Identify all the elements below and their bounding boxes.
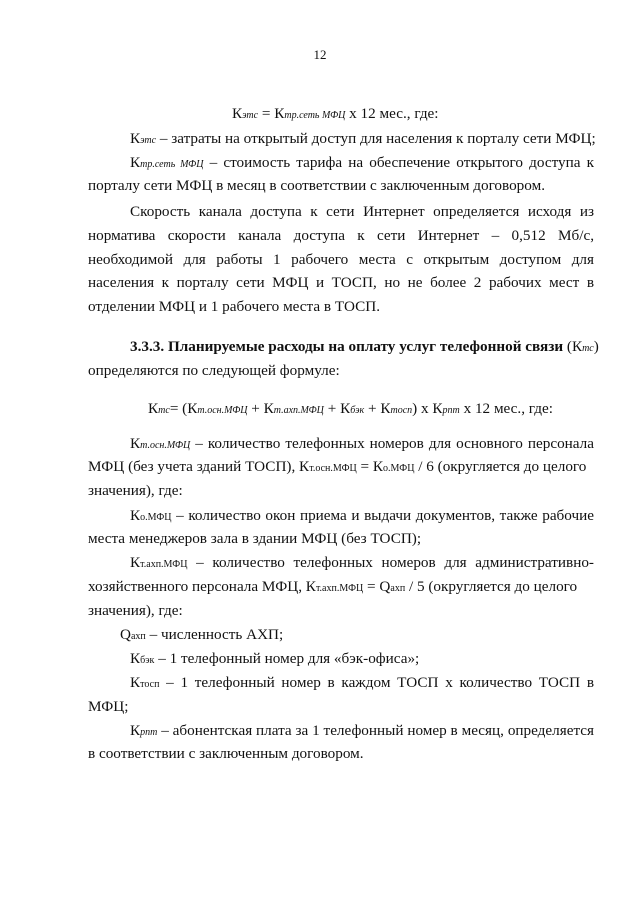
definition-kt-axp-cont: хозяйственного персонала МФЦ, Кт.ахп.МФЦ = Qахп / 5 (округляется до целого [88, 578, 578, 595]
definition-kt-osn-cont: значения), где: [88, 482, 183, 499]
speed-paragraph-line: норматива скорости канала доступа к сети Интернет – 0,512 Мб/с, [88, 227, 594, 244]
speed-paragraph-line: необходимой для работы 1 рабочего места с открытым доступом для [88, 251, 594, 268]
speed-paragraph-line: отделении МФЦ и 1 рабочего места в ТОСП. [88, 298, 380, 315]
speed-paragraph-line: населения к порталу сети МФЦ и ТОСП, но не более 2 рабочих мест в [88, 274, 594, 291]
definition-kt-osn: Кт.осн.МФЦ – количество телефонных номеров для основного персонала [130, 435, 594, 452]
definition-ktosp: Ктосп – 1 телефонный номер в каждом ТОСП х количество ТОСП в [130, 674, 594, 691]
definition-ktr-set-cont: порталу сети МФЦ в месяц в соответствии с заключенным договором. [88, 177, 545, 194]
speed-paragraph-line: Скорость канала доступа к сети Интернет определяется исходя из [130, 203, 594, 220]
definition-krpt-cont: в соответствии с заключенным договором. [88, 745, 364, 762]
formula-ketc: Кэтс = Ктр.сеть МФЦ х 12 мес., где: [232, 105, 439, 122]
definition-kt-axp: Кт.ахп.МФЦ – количество телефонных номеров для административно- [130, 554, 594, 571]
definition-qaxp: Qахп – численность АХП; [120, 626, 284, 643]
definition-krpt: Крпт – абонентская плата за 1 телефонный номер в месяц, определяется [130, 722, 594, 739]
section-heading-3-3-3: 3.3.3. Планируемые расходы на оплату услуг телефонной связи (Ктс) [130, 338, 599, 355]
page-number: 12 [313, 47, 327, 62]
definition-ktr-set: Ктр.сеть МФЦ – стоимость тарифа на обеспечение открытого доступа к [130, 154, 594, 171]
definition-ko-mfc-cont: места менеджеров зала в здании МФЦ (без ТОСП); [88, 530, 422, 547]
definition-ko-mfc: Ко.МФЦ – количество окон приема и выдачи документов, также рабочие [130, 507, 594, 524]
definition-kt-axp-cont: значения), где: [88, 602, 183, 619]
definition-ktosp-cont: МФЦ; [88, 698, 129, 715]
formula-ktc: Ктс= (Кт.осн.МФЦ + Кт.ахп.МФЦ + Кбэк + Ктосп) х Крпт х 12 мес., где: [148, 400, 553, 417]
section-intro: определяются по следующей формуле: [88, 362, 340, 379]
definition-kt-osn-cont: МФЦ (без учета зданий ТОСП), Кт.осн.МФЦ = Ко.МФЦ / 6 (округляется до целого [88, 458, 587, 475]
definition-kbek: Кбэк – 1 телефонный номер для «бэк-офиса»; [130, 650, 420, 667]
definition-ketc: Кэтс – затраты на открытый доступ для населения к порталу сети МФЦ; [130, 130, 596, 147]
